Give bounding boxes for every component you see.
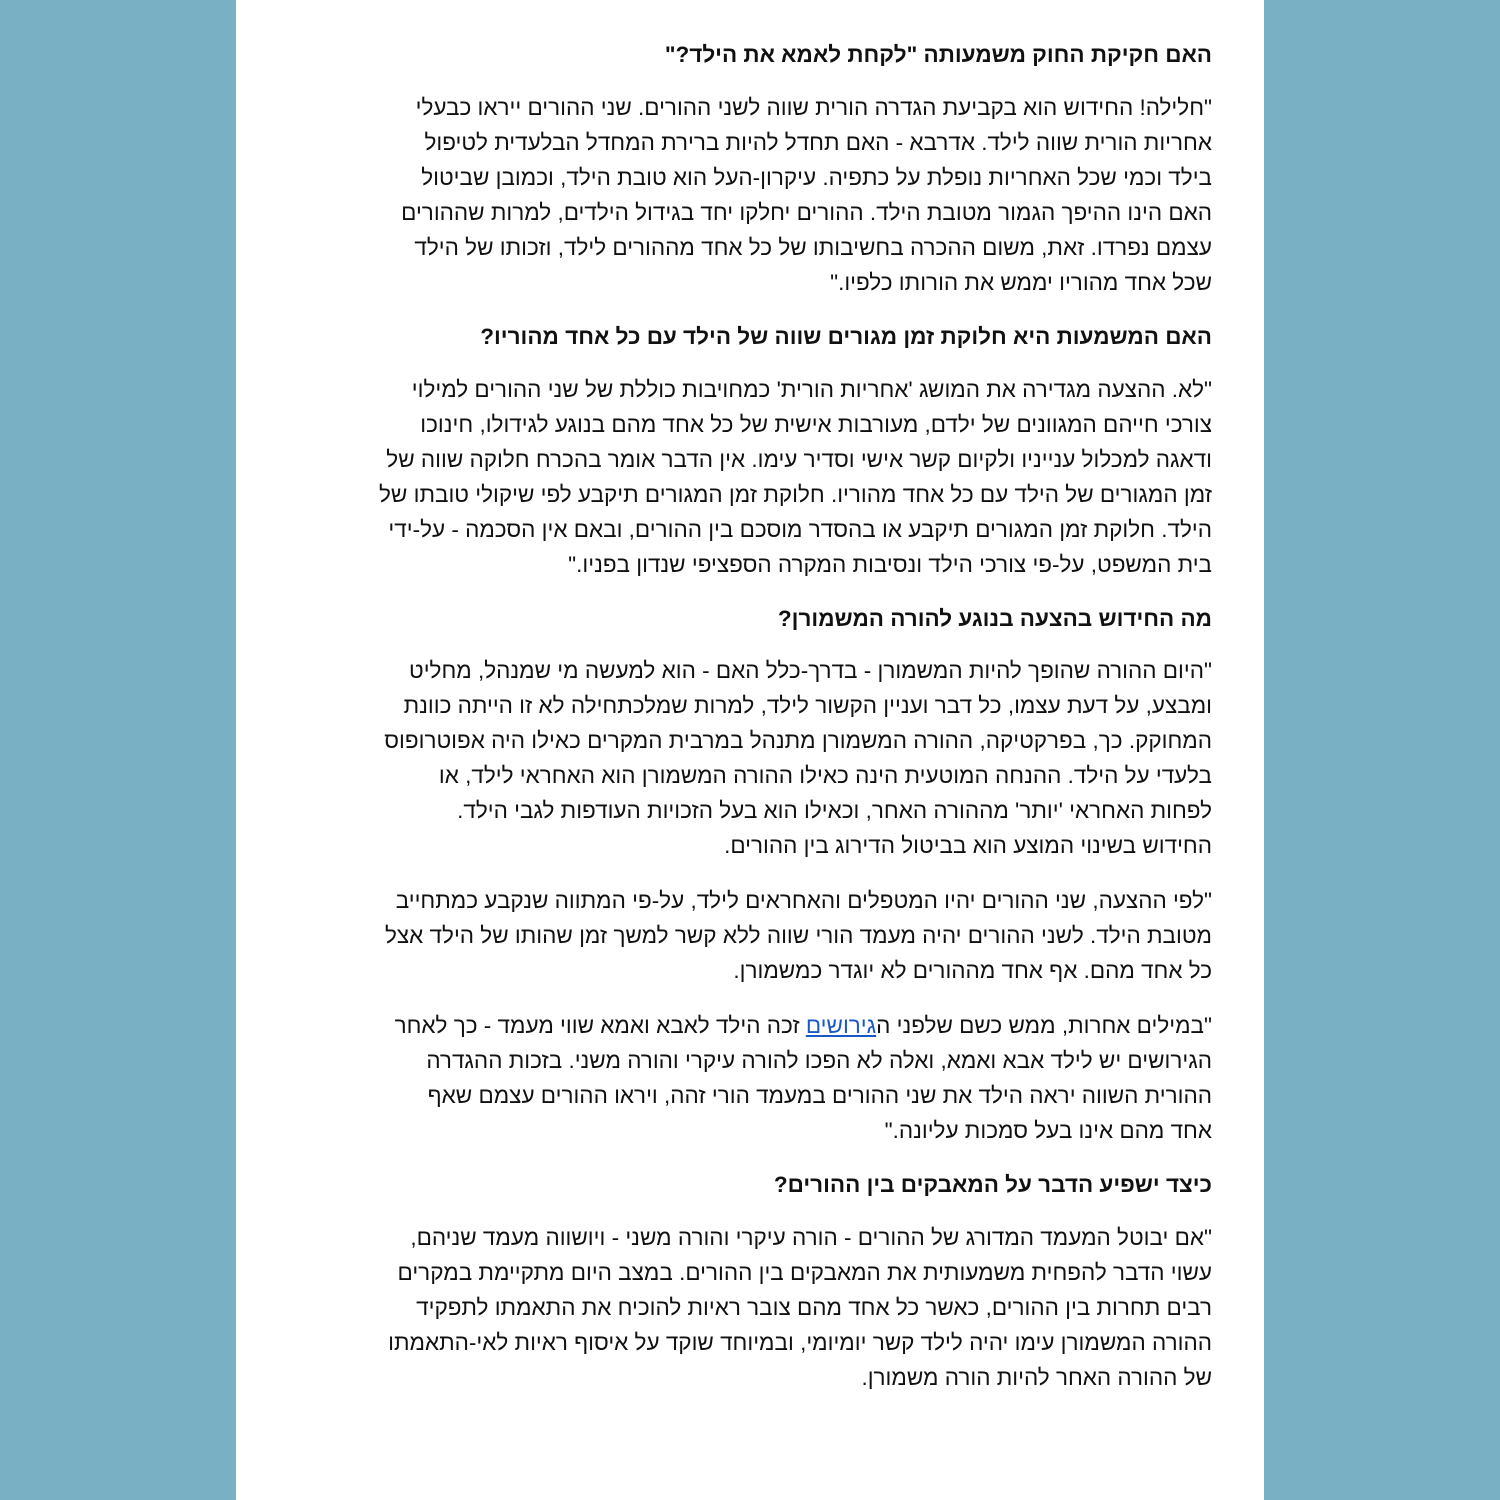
text-line: ומבצע, על דעת עצמו, כל דבר ועניין הקשור לילד, למרות שמלכתחילה לא זו הייתה כוונת	[403, 693, 1212, 719]
paragraph-1	[288, 90, 1212, 300]
text-line: בלעדי על הילד. ההנחה המוטעית הינה כאילו ההורה המשמורן הוא האחראי לילד, או	[438, 763, 1212, 789]
text-line-start: "במילים אחרות, ממש כשם שלפני ה	[876, 1013, 1212, 1039]
text-line: "לפי ההצעה, שני ההורים יהיו המטפלים והאחראים לילד, על-פי המתווה שנקבע כמתחייב	[395, 888, 1212, 914]
paragraph-2	[288, 372, 1212, 582]
text-line: ודאגה למכלול ענייניו ולקיום קשר אישי וסדיר עימו. אין הדבר אומר בהכרח חלוקה שווה של	[386, 446, 1212, 472]
text-line: ההורה המשמורן עימו יהיה לילד קשר יומיומי, ובמיוחד שוקד על איסוף ראיות לאי-התאמתו	[388, 1330, 1212, 1355]
text-line: ההורית השווה יראה הילד את שני ההורים במעמד הורי זהה, ויראו ההורים עצמם שאף	[427, 1083, 1212, 1109]
document-page	[236, 0, 1264, 1500]
text-line: עצמם נפרדו. זאת, משום ההכרה בחשיבותו של כל אחד מההורים לילד, וזכותו של הילד	[414, 234, 1212, 260]
text-line: אחד מהם אינו בעל סמכות עליונה."	[884, 1118, 1212, 1144]
text-line: צורכי חייהם המגוונים של ילדם, מעורבות אישית של כל אחד מהם בנוגע לגידולו, חינוכו	[420, 411, 1212, 437]
text-line: "חלילה! החידוש הוא בקביעת הגדרה הורית שווה לשני ההורים. שני ההורים ייראו כבעלי	[415, 94, 1212, 120]
text-line: שכל אחד מהוריו יממש את הורותו כלפיו."	[830, 269, 1212, 295]
text-line: מטובת הילד. לשני ההורים יהיה מעמד הורי שווה ללא קשר למשך זמן שהותו של הילד אצל	[385, 923, 1212, 949]
paragraph-3	[288, 653, 1212, 863]
text-line: בית המשפט, על-פי צורכי הילד ונסיבות המקרה הספציפי שנדון בפניו."	[568, 551, 1212, 577]
text-line: הגירושים יש לילד אבא ואמא, ואלה לא הפכו להורה עיקרי והורה משני. בזכות ההגדרה	[426, 1048, 1212, 1074]
text-line: של ההורה האחר להיות הורה משמורן.	[861, 1365, 1212, 1390]
divorce-link[interactable]: גירושים	[805, 1013, 877, 1039]
text-line: רבים תחרות בין ההורים, כאשר כל אחד מהם צובר ראיות להוכיח את התאמתו לתפקיד	[416, 1295, 1212, 1320]
section-heading-3: מה החידוש בהצעה בנוגע להורה המשמורן?	[777, 605, 1212, 631]
text-line: "היום ההורה שהופך להיות המשמורן - בדרך-כלל האם - הוא למעשה מי שמנהל, מחליט	[409, 658, 1212, 684]
text-line: החידוש בשינוי המוצע הוא בביטול הדירוג בין ההורים.	[724, 833, 1212, 859]
section-heading-4: כיצד ישפיע הדבר על המאבקים בין ההורים?	[773, 1172, 1212, 1198]
text-line: אחריות הורית שווה לילד. אדרבא - האם תחדל להיות ברירת המחדל הבלעדית לטיפול	[424, 129, 1212, 155]
text-line: המחוקק. כך, בפרקטיקה, ההורה המשמורן מתנהל במרבית המקרים כאילו היה אפוטרופוס	[384, 728, 1212, 754]
text-line: כל אחד מהם. אף אחד מההורים לא יוגדר כמשמורן.	[733, 958, 1212, 984]
paragraph-6	[288, 1220, 1212, 1395]
text-line: הילד. חלוקת זמן המגורים תיקבע או בהסדר מוסכם בין ההורים, ובאם אין הסכמה - על-ידי	[388, 516, 1212, 542]
text-line-with-link	[288, 1008, 1212, 1043]
text-line: זמן המגורים של הילד עם כל אחד מהוריו. חלוקת זמן המגורים תיקבע לפי שיקולי טובתו של	[379, 481, 1212, 507]
text-line: "אם יבוטל המעמד המדורג של ההורים - הורה עיקרי והורה משני - ויושווה מעמד שניהם,	[410, 1225, 1212, 1250]
section-heading-1: האם חקיקת החוק משמעותה "לקחת לאמא את הילד?"	[664, 42, 1212, 67]
section-heading-2: האם המשמעות היא חלוקת זמן מגורים שווה של הילד עם כל אחד מהוריו?	[480, 323, 1212, 349]
text-line: האם הינו ההיפך הגמור מטובת הילד. ההורים יחלקו יחד בגידול הילדים, למרות שההורים	[401, 199, 1212, 225]
text-line: עשוי הדבר להפחית משמעותית את המאבקים בין ההורים. במצב היום מתקיימת במקרים	[397, 1260, 1212, 1285]
paragraph-4	[288, 883, 1212, 988]
text-line: בילד וכמי שכל האחריות נופלת על כתפיה. עיקרון-העל הוא טובת הילד, וכמובן שביטול	[421, 164, 1212, 190]
text-line: לפחות האחראי 'יותר' מההורה האחר, וכאילו הוא בעל הזכויות העודפות לגבי הילד.	[457, 798, 1212, 824]
text-line-end: זכה הילד לאבא ואמא שווי מעמד - כך לאחר	[394, 1013, 806, 1039]
text-line: "לא. ההצעה מגדירה את המושג 'אחריות הורית' כמחויבות כוללת של שני ההורים למילוי	[411, 376, 1212, 402]
paragraph-5	[288, 1008, 1212, 1148]
